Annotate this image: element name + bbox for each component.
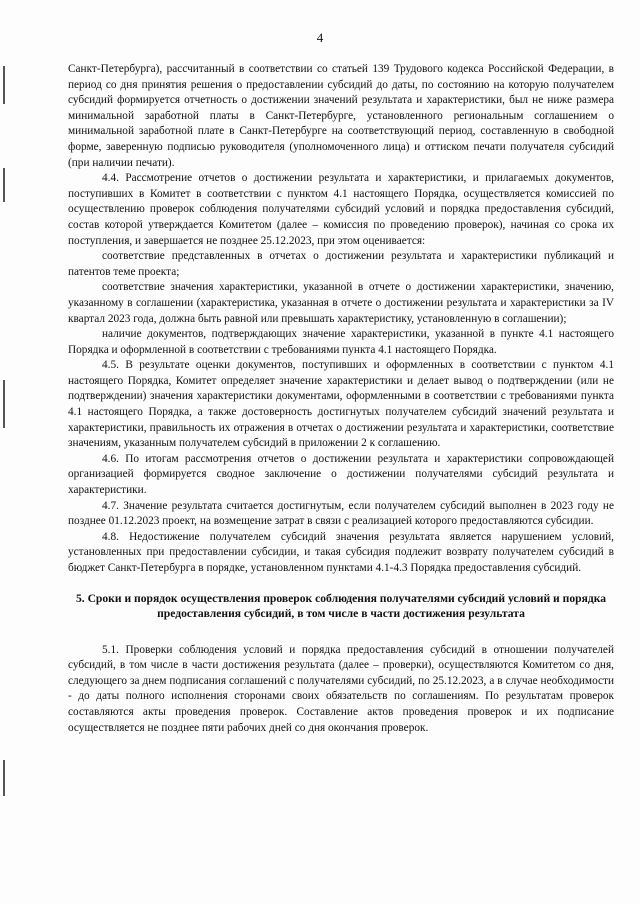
paragraph-continuation: Санкт-Петербурга), рассчитанный в соответствии со статьей 139 Трудового кодекса Российской Федерации, в период со дня принятия решения о предоставлении субсидий до даты, по состоянию на которую получателем субсидий формируется отчетность о достижении значений результата и характеристики, был не ниже размера минимальной заработной платы в Санкт-Петербурге, установленного региональным соглашением о минимальной заработной плате в Санкт-Петербурге на соответствующий период, составленную в свободной форме, заверенную подписью руководителя (уполномоченного лица) и оттиском печати получателя субсидий (при наличии печати).	[68, 63, 614, 169]
paragraph-criterion-characteristic: соответствие значения характеристики, указанной в отчете о достижении характеристики, значению, указанному в соглашении (характеристика, указанная в отчете о достижении результата и характеристики за IV квартал 2023 года, должна быть равной или превышать характеристику, установленную в соглашении);	[68, 281, 614, 325]
paragraph-4-7: 4.7. Значение результата считается достигнутым, если получателем субсидий выполнен в 2023 году не позднее 01.12.2023 проект, на возмещение затрат в связи с реализацией которого предоставляются субсидии.	[68, 499, 614, 528]
paragraph-5-1: 5.1. Проверки соблюдения условий и порядка предоставления субсидий в отношении получателей субсидий, в том числе в части достижения результата (далее – проверки), осуществляются Комитетом со дня, следующего за днем подписания соглашений с получателями субсидий, по 25.12.2023, а в случае необходимости - до даты полного исполнения сторонами своих обязательств по соглашениям. По результатам проверок составляются акты проведения проверок. Составление актов проведения проверок и их подписание осуществляется не позднее пяти рабочих дней со дня окончания проверок.	[68, 643, 614, 734]
page-number: 4	[316, 30, 324, 45]
paragraph-4-5: 4.5. В результате оценки документов, поступивших и оформленных в соответствии с пунктом 4.1 настоящего Порядка, Комитет определяет значение характеристики и делает вывод о подтверждении (или не подтверждении) значения характеристики документами, оформленными в соответствии с требованиями пункта 4.1 настоящего Порядка, а также достоверность достигнутых получателем субсидий значений результата и характеристики, правильность их отражения в отчетах о достижении результата и характеристики, соответствие значениям, указанным получателем субсидий в приложении 2 к соглашению.	[68, 359, 614, 450]
paragraph-criterion-documents: наличие документов, подтверждающих значение характеристики, указанной в пункте 4.1 настоящего Порядка и оформленной в соответствии с требованиями пункта 4.1 настоящего Порядка.	[68, 328, 614, 356]
paragraph-criterion-publications: соответствие представленных в отчетах о достижении результата и характеристики публикаций и патентов теме проекта;	[68, 250, 614, 278]
scan-edge-mark	[3, 760, 5, 796]
scan-edge-mark	[3, 66, 5, 104]
paragraph-4-4: 4.4. Рассмотрение отчетов о достижении результата и характеристики, и прилагаемых документов, поступивших в Комитет в соответствии с пунктом 4.1 настоящего Порядка, осуществляется комиссией по осуществлению проверок соблюдения получателями субсидий условий и порядка предоставления субсидий, состав которой утверждается Комитетом (далее – комиссия по проведению проверок), начиная со срока их поступления, и завершается не позднее 25.12.2023, при этом оценивается:	[68, 172, 614, 247]
paragraph-4-6: 4.6. По итогам рассмотрения отчетов о достижении результата и характеристики сопровождающей организацией формируется сводное заключение о достижении получателями субсидий результата и характеристики.	[68, 452, 614, 497]
paragraph-4-8: 4.8. Недостижение получателем субсидий значения результата является нарушением условий, установленных при предоставлении субсидии, и такая субсидия подлежит возврату получателем субсидий в бюджет Санкт-Петербурга в порядке, установленном пунктами 4.1-4.3 Порядка предоставления субсидий.	[68, 530, 614, 574]
scan-edge-mark	[3, 380, 5, 428]
scan-edge-mark	[3, 168, 5, 202]
document-body	[68, 62, 614, 736]
section-5-title: 5. Сроки и порядок осуществления проверок соблюдения получателями субсидий условий и порядка предоставления субсидий, в том числе в части достижения результата	[75, 591, 607, 620]
